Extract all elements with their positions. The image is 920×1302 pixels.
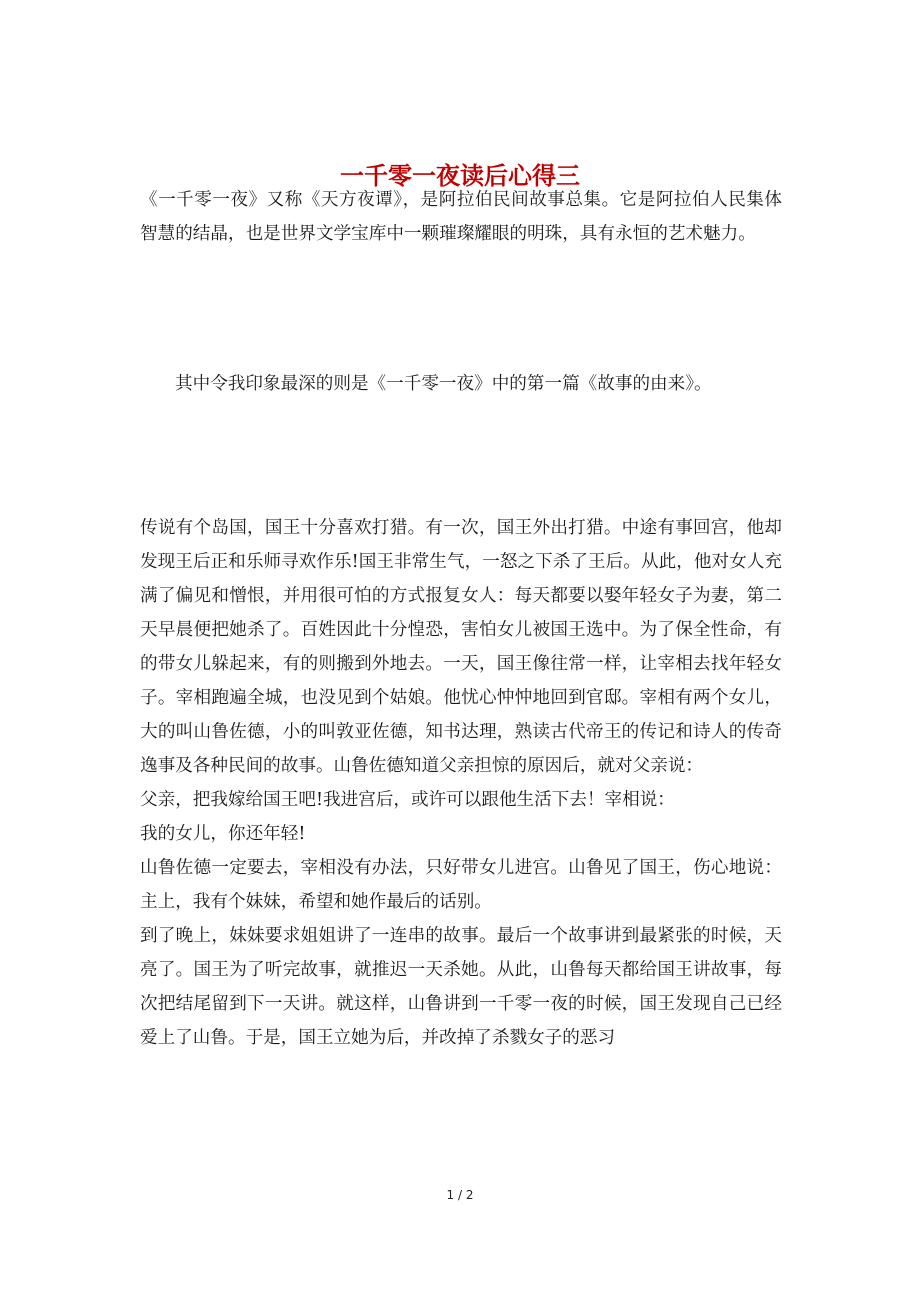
line-father-dialogue: 父亲，把我嫁给国王吧!我进宫后，或许可以跟他生活下去！宰相说： [140, 790, 675, 810]
page-number: 1 / 2 [446, 1188, 474, 1202]
document-title: 一千零一夜读后心得三 [340, 162, 580, 191]
line-daughter-young: 我的女儿，你还年轻! [140, 824, 306, 844]
paragraph-intro: 《一千零一夜》又称《天方夜谭》，是阿拉伯民间故事总集。它是阿拉伯人民集体智慧的结晶，也是世界文学宝库中一颗璀璨耀眼的明珠，具有永恒的艺术魅力。 [140, 190, 782, 244]
paragraph-story: 传说有个岛国，国王十分喜欢打猎。有一次，国王外出打猎。中途有事回宫，他却发现王后正和乐师寻欢作乐!国王非常生气，一怒之下杀了王后。从此，他对女人充满了偏见和憎恨，并用很可怕的方式报复女人：每天都要以娶年轻女子为妻，第二天早晨便把她杀了。百姓因此十分惶恐，害怕女儿被国王选中。为了保全性命，有的带女儿躲起来，有的则搬到外地去。一天，国王像往常一样，让宰相去找年轻女子。宰相跑遍全城，也没见到个姑娘。他忧心忡忡地回到官邸。宰相有两个女儿，大的叫山鲁佐德，小的叫敦亚佐德，知书达理，熟读古代帝王的传记和诗人的传奇逸事及各种民间的故事。山鲁佐德知道父亲担惊的原因后，就对父亲说： [140, 518, 782, 776]
paragraph-impression: 其中令我印象最深的则是《一千零一夜》中的第一篇《故事的由来》。 [175, 374, 712, 394]
line-storytelling: 到了晚上，妹妹要求姐姐讲了一连串的故事。最后一个故事讲到最紧张的时候，天亮了。国王为了听完故事，就推迟一天杀她。从此，山鲁每天都给国王讲故事，每次把结尾留到下一天讲。就这样，山鲁讲到一千零一夜的时候，国王发现自己已经爱上了山鲁。于是，国王立她为后，并改掉了杀戮女子的恶习 [140, 926, 782, 1048]
story-body [140, 511, 782, 1055]
line-enter-palace: 山鲁佐德一定要去，宰相没有办法，只好带女儿进宫。山鲁见了国王，伤心地说： 主上，我有个妹妹，希望和她作最后的话别。 [140, 858, 782, 912]
